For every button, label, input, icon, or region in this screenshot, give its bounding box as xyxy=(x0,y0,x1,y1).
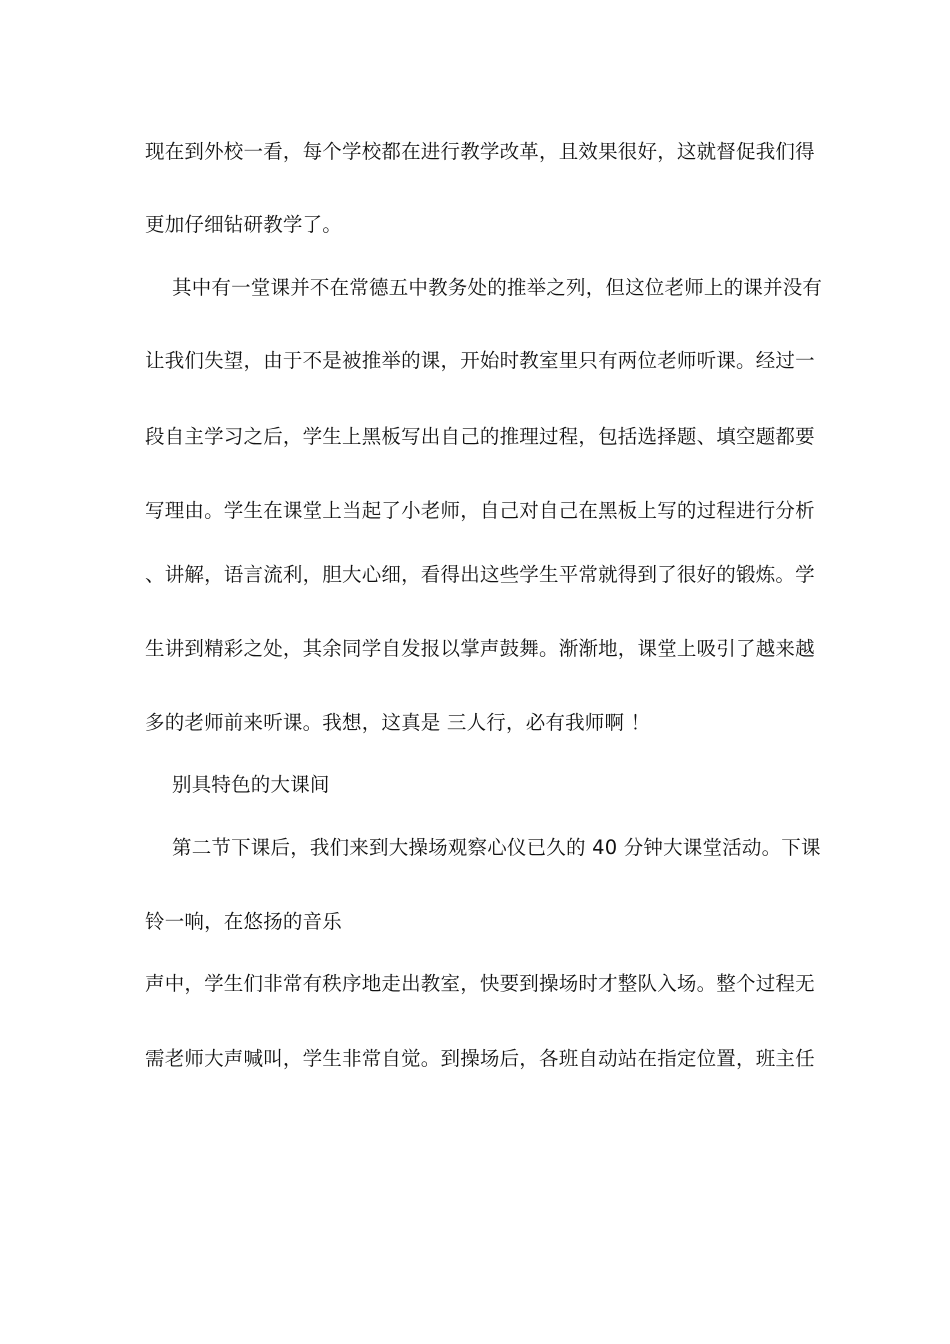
section-heading: 别具特色的大课间 xyxy=(172,773,330,796)
text-line-14: 需老师大声喊叫，学生非常自觉。到操场后，各班自动站在指定位置，班主任 xyxy=(145,1047,815,1070)
text-line-2: 更加仔细钻研教学了。 xyxy=(145,213,343,236)
text-line-11: 第二节下课后，我们来到大操场观察心仪已久的 40 分钟大课堂活动。下课 xyxy=(172,836,821,859)
text-line-5: 段自主学习之后，学生上黑板写出自己的推理过程，包括选择题、填空题都要 xyxy=(145,425,815,448)
text-line-9: 多的老师前来听课。我想，这真是 三人行，必有我师啊 ！ xyxy=(145,711,651,734)
text-line-1: 现在到外校一看，每个学校都在进行教学改革，且效果很好，这就督促我们得 xyxy=(145,140,815,163)
text-line-4: 让我们失望，由于不是被推举的课，开始时教室里只有两位老师听课。经过一 xyxy=(145,349,815,372)
text-line-8: 生讲到精彩之处，其余同学自发报以掌声鼓舞。渐渐地，课堂上吸引了越来越 xyxy=(145,637,815,660)
text-line-3: 其中有一堂课并不在常德五中教务处的推举之列，但这位老师上的课并没有 xyxy=(172,276,823,299)
text-line-7: 、讲解，语言流利，胆大心细，看得出这些学生平常就得到了很好的锻炼。学 xyxy=(145,563,815,586)
text-line-6: 写理由。学生在课堂上当起了小老师，自己对自己在黑板上写的过程进行分析 xyxy=(145,499,815,522)
text-line-13: 声中，学生们非常有秩序地走出教室，快要到操场时才整队入场。整个过程无 xyxy=(145,972,815,995)
text-line-12: 铃一响，在悠扬的音乐 xyxy=(145,910,343,933)
